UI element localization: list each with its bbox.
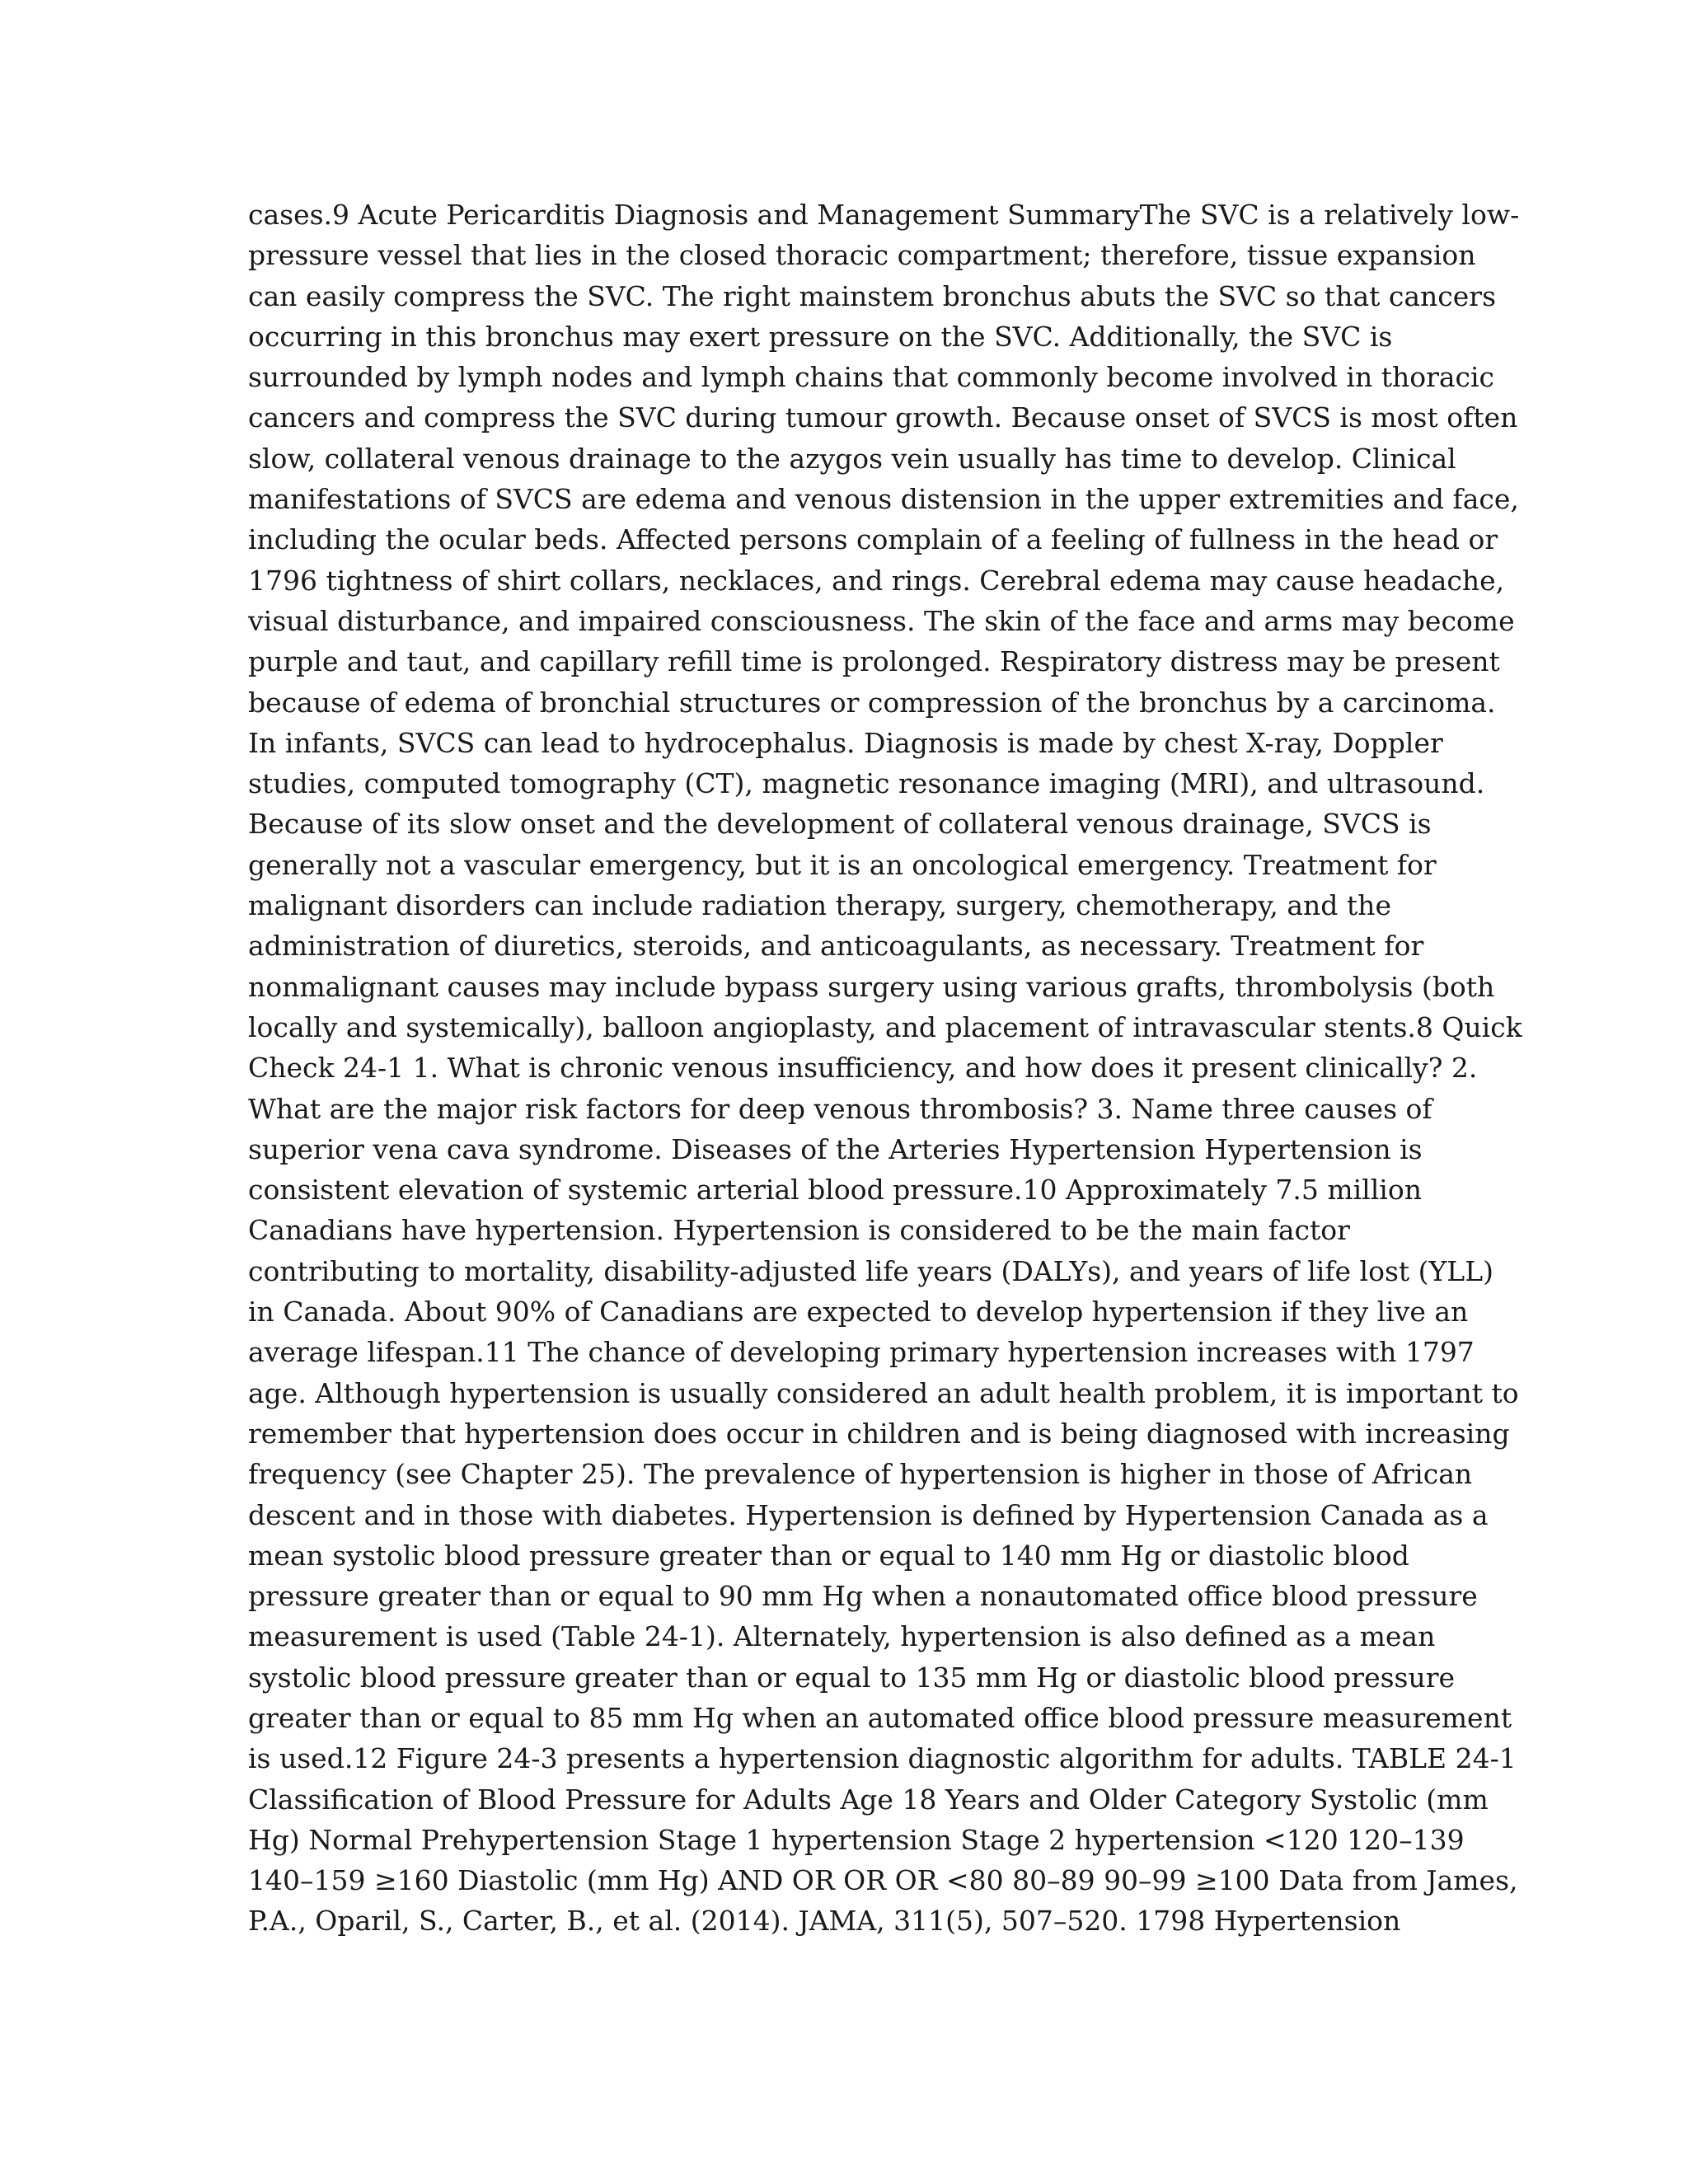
- text-line: Because of its slow onset and the development of collateral venous drainage, SVCS is: [248, 808, 1432, 841]
- text-line: in Canada. About 90% of Canadians are expected to develop hypertension if they live an: [248, 1296, 1469, 1329]
- text-line: What are the major risk factors for deep venous thrombosis? 3. Name three causes of: [248, 1092, 1432, 1125]
- text-line: age. Although hypertension is usually considered an adult health problem, it is important to: [248, 1376, 1519, 1409]
- text-line: mean systolic blood pressure greater than or equal to 140 mm Hg or diastolic blood: [248, 1539, 1409, 1572]
- text-line: surrounded by lymph nodes and lymph chains that commonly become involved in thoracic: [248, 361, 1495, 394]
- text-line: is used.12 Figure 24-3 presents a hypertension diagnostic algorithm for adults. TABLE 24-1: [248, 1742, 1517, 1775]
- text-line: pressure greater than or equal to 90 mm Hg when a nonautomated office blood pressure: [248, 1580, 1478, 1613]
- text-line: average lifespan.11 The chance of developing primary hypertension increases with 1797: [248, 1336, 1475, 1369]
- text-line: P.A., Oparil, S., Carter, B., et al. (2014). JAMA, 311(5), 507–520. 1798 Hypertension: [248, 1905, 1401, 1938]
- text-line: including the ocular beds. Affected persons complain of a feeling of fullness in the head or: [248, 523, 1498, 556]
- text-line: descent and in those with diabetes. Hypertension is defined by Hypertension Canada as a: [248, 1498, 1489, 1531]
- text-line: consistent elevation of systemic arterial blood pressure.10 Approximately 7.5 million: [248, 1174, 1422, 1207]
- text-line: Canadians have hypertension. Hypertension is considered to be the main factor: [248, 1214, 1350, 1247]
- text-line: because of edema of bronchial structures or compression of the bronchus by a carcinoma.: [248, 686, 1496, 719]
- text-line: greater than or equal to 85 mm Hg when an automated office blood pressure measurement: [248, 1701, 1512, 1734]
- text-line: administration of diuretics, steroids, and anticoagulants, as necessary. Treatment for: [248, 930, 1424, 963]
- text-line: can easily compress the SVC. The right mainstem bronchus abuts the SVC so that cancers: [248, 279, 1497, 312]
- text-line: Classification of Blood Pressure for Adults Age 18 Years and Older Category Systolic (mm: [248, 1783, 1489, 1816]
- body-text: [248, 194, 1522, 1942]
- text-line: malignant disorders can include radiation therapy, surgery, chemotherapy, and the: [248, 889, 1391, 922]
- text-line: locally and systemically), balloon angioplasty, and placement of intravascular stents.8 Quick: [248, 1010, 1522, 1043]
- text-line: Check 24-1 1. What is chronic venous insufficiency, and how does it present clinically? 2.: [248, 1052, 1478, 1085]
- text-line: systolic blood pressure greater than or equal to 135 mm Hg or diastolic blood pressure: [248, 1661, 1456, 1694]
- text-line: occurring in this bronchus may exert pressure on the SVC. Additionally, the SVC is: [248, 320, 1393, 353]
- text-line: 1796 tightness of shirt collars, necklaces, and rings. Cerebral edema may cause headache,: [248, 564, 1505, 597]
- text-line: superior vena cava syndrome. Diseases of the Arteries Hypertension Hypertension is: [248, 1132, 1423, 1165]
- text-line: manifestations of SVCS are edema and venous distension in the upper extremities and face,: [248, 483, 1519, 516]
- text-line: frequency (see Chapter 25). The prevalence of hypertension is higher in those of African: [248, 1458, 1473, 1491]
- text-line: nonmalignant causes may include bypass surgery using various grafts, thrombolysis (both: [248, 970, 1495, 1003]
- text-line: cancers and compress the SVC during tumour growth. Because onset of SVCS is most often: [248, 401, 1518, 434]
- text-line: 140–159 ≥160 Diastolic (mm Hg) AND OR OR OR <80 80–89 90–99 ≥100 Data from James,: [248, 1864, 1518, 1897]
- text-line: visual disturbance, and impaired consciousness. The skin of the face and arms may become: [248, 604, 1515, 637]
- text-line: purple and taut, and capillary refill time is prolonged. Respiratory distress may be present: [248, 645, 1500, 678]
- text-line: measurement is used (Table 24-1). Alternately, hypertension is also defined as a mean: [248, 1620, 1436, 1653]
- text-line: In infants, SVCS can lead to hydrocephalus. Diagnosis is made by chest X-ray, Doppler: [248, 726, 1443, 759]
- text-line: cases.9 Acute Pericarditis Diagnosis and Management SummaryThe SVC is a relatively low-: [248, 199, 1520, 231]
- text-line: studies, computed tomography (CT), magnetic resonance imaging (MRI), and ultrasound.: [248, 767, 1485, 800]
- text-line: pressure vessel that lies in the closed thoracic compartment; therefore, tissue expansion: [248, 239, 1476, 272]
- text-line: Hg) Normal Prehypertension Stage 1 hypertension Stage 2 hypertension <120 120–139: [248, 1823, 1465, 1856]
- text-line: slow, collateral venous drainage to the azygos vein usually has time to develop. Clinical: [248, 442, 1456, 475]
- text-line: generally not a vascular emergency, but it is an oncological emergency. Treatment for: [248, 848, 1437, 881]
- text-line: remember that hypertension does occur in children and is being diagnosed with increasing: [248, 1417, 1510, 1450]
- text-line: contributing to mortality, disability-adjusted life years (DALYs), and years of life lost (YLL): [248, 1254, 1494, 1287]
